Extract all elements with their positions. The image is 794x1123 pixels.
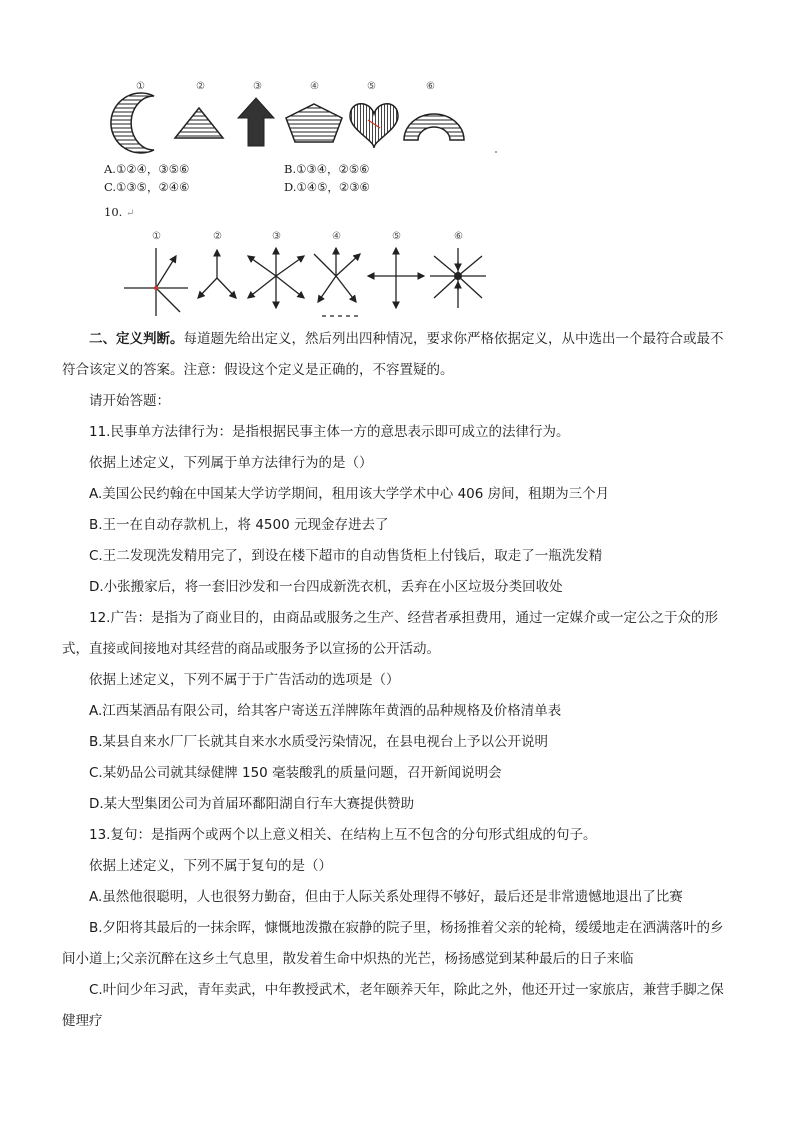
question-10-label: 10. ↵ (104, 205, 135, 219)
crescent-shape (111, 93, 154, 153)
q9-option-a[interactable]: A.①②④，③⑤⑥ (104, 162, 190, 176)
fig2-label-1: ① (152, 231, 161, 242)
fig1-label-6: ⑥ (426, 81, 435, 92)
fig2-label-3: ③ (272, 231, 281, 242)
question-10-figure (118, 228, 498, 320)
q9-option-b[interactable]: B.①③④，②⑤⑥ (284, 162, 370, 176)
q12-prompt: 依据上述定义，下列不属于于广告活动的选项是（） (89, 672, 400, 688)
q9-option-d[interactable]: D.①④⑤，②③⑥ (284, 180, 370, 194)
q12-option-b[interactable]: B.某县自来水厂厂长就其自来水水质受污染情况，在县电视台上予以公开说明 (89, 734, 549, 750)
question-9-figure (92, 78, 502, 158)
heart-shape (350, 104, 398, 148)
lines-figure-1 (124, 248, 188, 316)
fig1-label-1: ① (136, 81, 145, 92)
start-prompt: 请开始答题： (89, 393, 170, 409)
half-ring-shape (404, 114, 464, 140)
triangle-shape (175, 108, 223, 138)
q12-option-c[interactable]: C.某奶品公司就其绿健牌 150 毫装酸乳的质量问题，召开新闻说明会 (89, 765, 502, 781)
q9-option-c[interactable]: C.①③⑤，②④⑥ (104, 180, 190, 194)
q13-stem: 13.复句：是指两个或两个以上意义相关、在结构上互不包含的分句形式组成的句子。 (89, 827, 597, 843)
return-mark-icon: ↵ (125, 208, 135, 219)
definition-judgment-section (62, 324, 734, 1037)
fig2-label-2: ② (213, 231, 222, 242)
q13-option-b[interactable]: B.夕阳将其最后的一抹余晖，慷慨地泼撒在寂静的院子里，杨扬推着父亲的轮椅，缓缓地走在洒满落叶的乡间小道上;父亲沉醉在这乡土气息里，散发着生命中炽热的光芒，杨扬感觉到某种最后的日子来临 (62, 920, 724, 967)
q11-option-b[interactable]: B.王一在自动存款机上，将 4500 元现金存进去了 (89, 517, 389, 533)
lines-figure-4 (314, 248, 360, 316)
section-heading: 二、定义判断。 (89, 331, 184, 347)
fig2-label-6: ⑥ (454, 231, 463, 242)
lines-figure-6 (430, 248, 486, 308)
question-9-options (104, 160, 464, 196)
q11-option-c[interactable]: C.王二发现洗发精用完了，到设在楼下超市的自动售货柜上付钱后，取走了一瓶洗发精 (89, 548, 603, 564)
q11-option-d[interactable]: D.小张搬家后，将一套旧沙发和一台四成新洗衣机，丢弃在小区垃圾分类回收处 (89, 579, 563, 595)
q11-prompt: 依据上述定义，下列属于单方法律行为的是（） (89, 455, 373, 471)
lines-figure-2 (198, 250, 236, 298)
q12-stem: 12.广告：是指为了商业目的，由商品或服务之生产、经营者承担费用，通过一定媒介或一定公之于众的形式，直接或间接地对其经营的商品或服务予以宣扬的公开活动。 (62, 610, 718, 657)
q13-prompt: 依据上述定义，下列不属于复句的是（） (89, 858, 332, 874)
pentagon-shape (286, 104, 342, 142)
fig1-label-2: ② (196, 81, 205, 92)
arrow-shape (238, 98, 274, 146)
q12-option-a[interactable]: A.江西某酒品有限公司，给其客户寄送五洋牌陈年黄酒的品种规格及价格清单表 (89, 703, 562, 719)
lines-figure-5 (368, 248, 424, 308)
q13-option-c[interactable]: C.叶问少年习武，青年卖武，中年教授武术，老年颐养天年，除此之外，他还开过一家旅店，兼营手脚之保健理疗 (62, 982, 724, 1029)
lines-figure-3 (248, 248, 304, 308)
fig1-label-5: ⑤ (367, 81, 376, 92)
fig1-label-4: ④ (310, 81, 319, 92)
q12-option-d[interactable]: D.某大型集团公司为首届环鄱阳湖自行车大赛提供赞助 (89, 796, 415, 812)
fig2-label-4: ④ (332, 231, 341, 242)
fig2-label-5: ⑤ (392, 231, 401, 242)
q13-option-a[interactable]: A.虽然他很聪明，人也很努力勤奋，但由于人际关系处理得不够好，最后还是非常遗憾地退出了比赛 (89, 889, 683, 905)
section-instructions: 二、定义判断。每道题先给出定义，然后列出四种情况，要求你严格依据定义，从中选出一个最符合或最不符合该定义的答案。注意：假设这个定义是正确的，不容置疑的。 (62, 331, 724, 378)
q11-option-a[interactable]: A.美国公民约翰在中国某大学访学期间，租用该大学学术中心 406 房间，租期为三个月 (89, 486, 610, 502)
q11-stem: 11.民事单方法律行为：是指根据民事主体一方的意思表示即可成立的法律行为。 (89, 424, 570, 440)
fig1-label-3: ③ (253, 81, 262, 92)
